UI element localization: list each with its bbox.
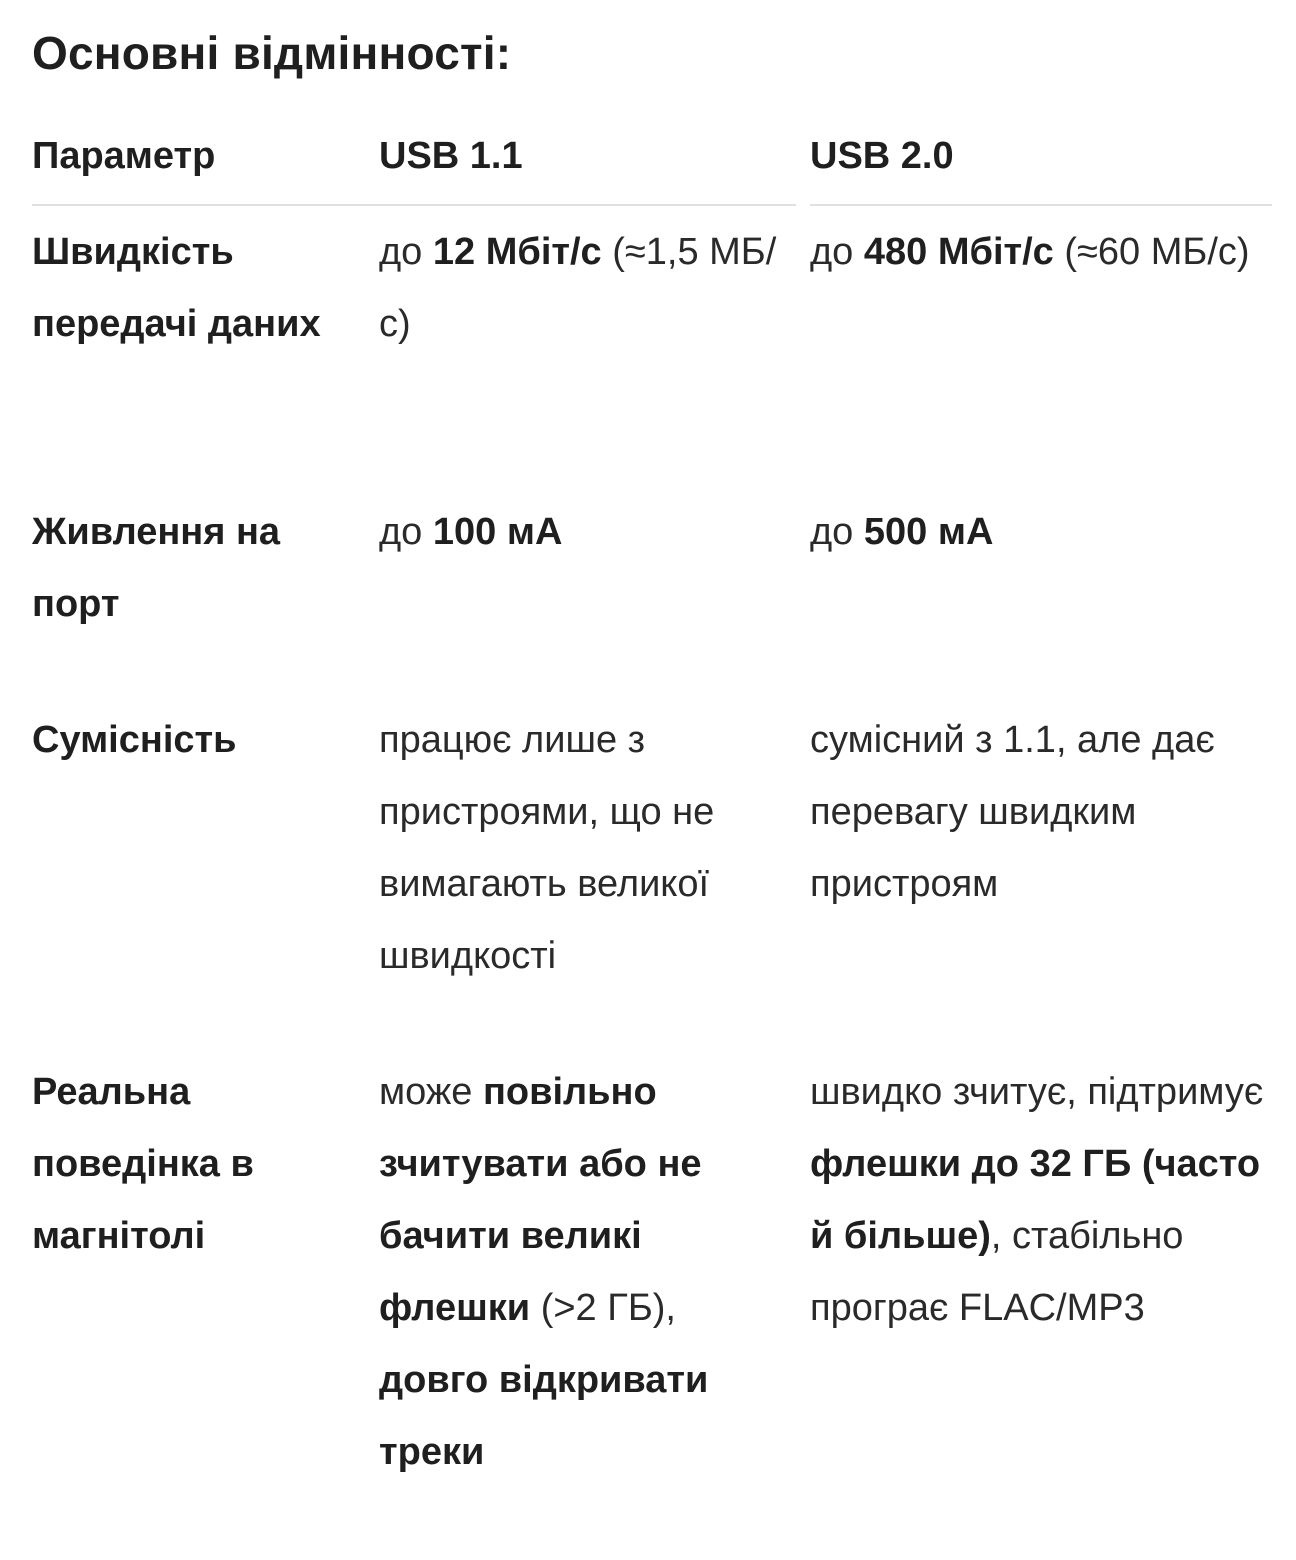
comparison-table <box>32 120 1272 1496</box>
value-text: працює лише з пристроями, що не вимагають великої швидкості <box>379 719 715 977</box>
header-usb11: USB 1.1 <box>379 135 523 177</box>
emphasis-text: 500 мА <box>863 511 994 553</box>
value-text: до <box>379 511 433 553</box>
value-text: (≈1,5 МБ/с) <box>379 231 777 345</box>
emphasis-text: повільно зчитувати або не бачити великі флешки <box>379 1071 702 1329</box>
emphasis-text: 100 мА <box>432 511 563 553</box>
header-param: Параметр <box>32 135 216 177</box>
value-text: до <box>379 231 433 273</box>
row-usb20-value <box>810 704 1275 920</box>
value-text: до <box>810 511 864 553</box>
table-row <box>32 1056 1272 1496</box>
header-divider <box>32 204 796 206</box>
header-usb20: USB 2.0 <box>810 135 954 177</box>
emphasis-text: 12 Мбіт/с <box>432 231 602 273</box>
table-header-row <box>32 120 1272 216</box>
value-text: до <box>810 231 864 273</box>
row-usb20-value <box>810 1056 1275 1344</box>
value-text: (>2 ГБ), <box>530 1287 676 1329</box>
value-text: може <box>379 1071 483 1113</box>
row-usb11-value <box>379 1056 789 1488</box>
header-divider <box>810 204 1272 206</box>
row-param: Швидкість передачі даних <box>32 231 321 345</box>
row-usb20-value <box>810 496 1275 568</box>
emphasis-text: довго відкривати треки <box>379 1359 709 1473</box>
value-text: , стабільно програє FLAC/MP3 <box>810 1215 1184 1329</box>
row-param: Реальна поведінка в магнітолі <box>32 1071 254 1257</box>
row-usb20-value <box>810 216 1275 288</box>
value-text: (≈60 МБ/с) <box>1053 231 1250 273</box>
table-row <box>32 496 1272 704</box>
table-row <box>32 216 1272 496</box>
page-title: Основні відмінності: <box>32 27 512 79</box>
row-usb11-value <box>379 216 789 360</box>
emphasis-text: 480 Мбіт/с <box>863 231 1054 273</box>
table-row <box>32 704 1272 1056</box>
emphasis-text: флешки до 32 ГБ (часто й більше) <box>810 1143 1261 1257</box>
row-param: Живлення на порт <box>32 511 281 625</box>
row-param: Сумісність <box>32 719 237 761</box>
value-text: сумісний з 1.1, але дає перевагу швидким пристроям <box>810 719 1215 905</box>
row-usb11-value <box>379 496 789 568</box>
row-usb11-value <box>379 704 789 992</box>
value-text: швидко зчитує, підтримує <box>810 1071 1264 1113</box>
